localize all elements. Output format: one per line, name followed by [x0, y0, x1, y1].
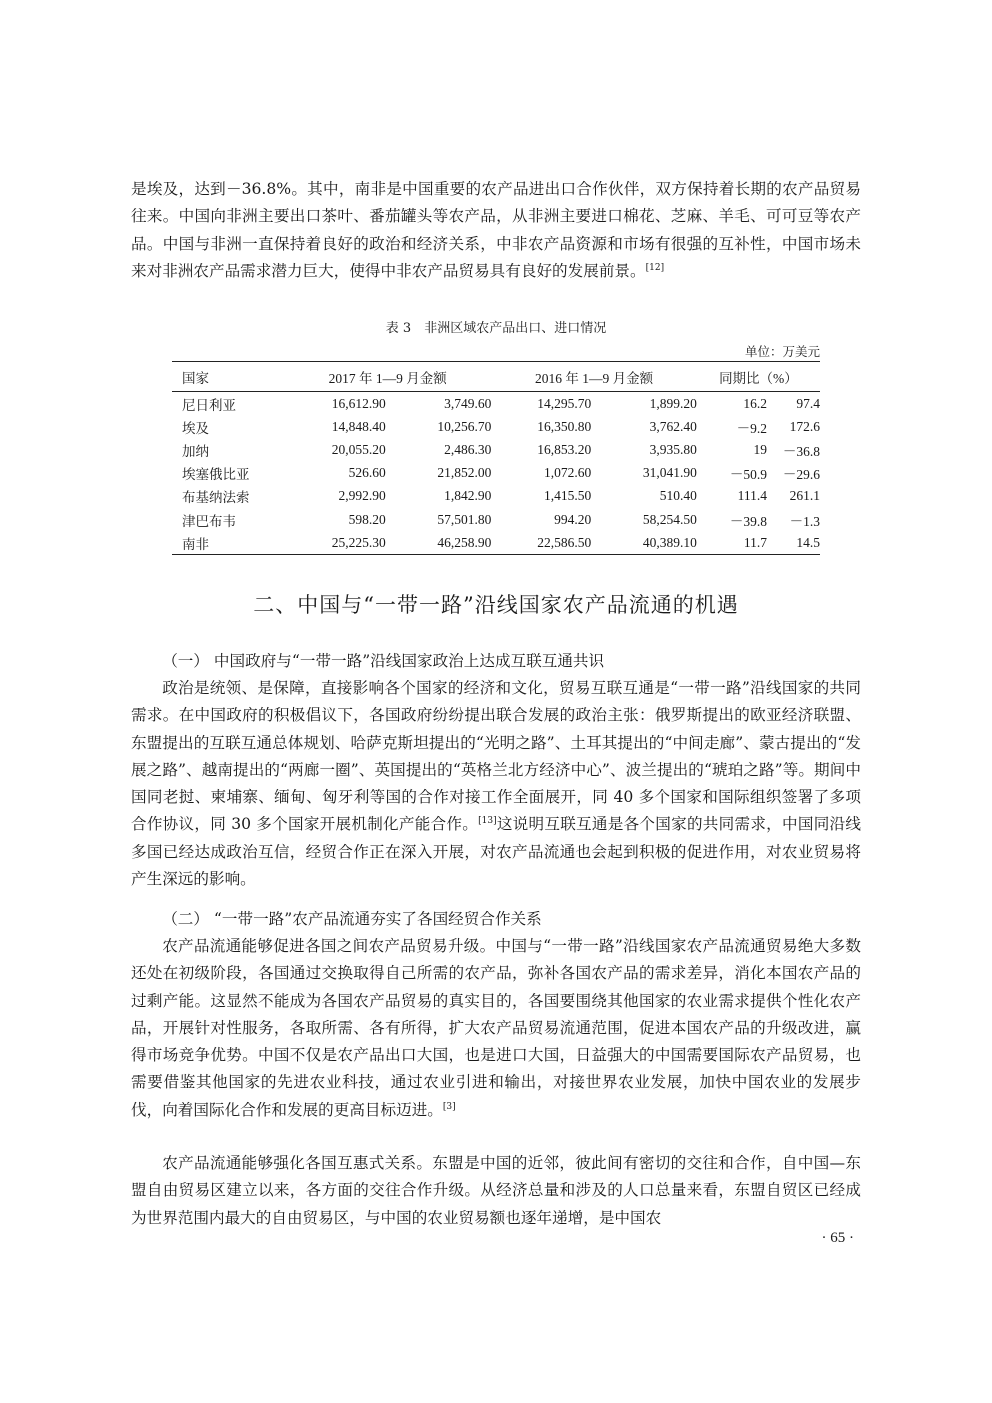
cell-country: 南非: [172, 531, 284, 555]
table-row: [172, 531, 820, 555]
header-yoy: 同期比（%）: [697, 362, 820, 392]
subsection-1-text-a: 政治是统领、是保障，直接影响各个国家的经济和文化，贸易互联互通是“一带一路”沿线国家的共同需求。在中国政府的积极倡议下，各国政府纷纷提出联合发展的政治主张：俄罗斯提出的欧亚经济联盟、东盟提出的互联互通总体规划、哈萨克斯坦提出的“光明之路”、土耳其提出的“中间走廊”、蒙古提出的“发展之路”、越南提出的“两廊一圈”、英国提出的“英格兰北方经济中心”、波兰提出的“琥珀之路”等。期间中国同老挝、柬埔寨、缅甸、匈牙利等国的合作对接工作全面展开，同 40 多个国家和国际组织签署了多项合作协议，同 30 多个国家开展机制化产能合作。: [131, 679, 861, 834]
cell-yoy-import: 97.4: [796, 395, 820, 411]
cell-2017-export: 14,848.40: [331, 418, 386, 434]
cell-yoy-import: 172.6: [789, 418, 820, 434]
cell-2016-export: 16,853.20: [537, 441, 592, 457]
cell-2017-import: 2,486.30: [444, 441, 492, 457]
cell-country: 加纳: [182, 443, 209, 459]
table-row: [172, 415, 820, 438]
cell-yoy-import: －36.8: [782, 443, 820, 459]
cell-country: 埃塞俄比亚: [182, 467, 250, 483]
trade-table: [172, 361, 820, 555]
cell-yoy-export: －50.9: [729, 467, 767, 483]
cell-yoy-export: 19: [753, 441, 767, 457]
header-2017: 2017 年 1—9 月金额: [284, 362, 491, 392]
table-row: [172, 485, 820, 508]
subsection-2-paragraph-b: 农产品流通能够强化各国互惠式关系。东盟是中国的近邻，彼此间有密切的交往和合作，自中国—东盟自由贸易区建立以来，各方面的交往合作升级。从经济总量和涉及的人口总量来看，东盟自贸区已经成为世界范围内最大的自由贸易区，与中国的农业贸易额也逐年递增，是中国农: [131, 1154, 861, 1227]
citation-ref: [12]: [645, 262, 665, 273]
table-row: [172, 462, 820, 485]
table-unit: 单位：万美元: [744, 344, 820, 359]
cell-country: 津巴布韦: [182, 513, 236, 529]
intro-paragraph-text: 是埃及，达到－36.8%。其中，南非是中国重要的农产品进出口合作伙伴，双方保持着长期的农产品贸易往来。中国向非洲主要出口茶叶、番茄罐头等农产品，从非洲主要进口棉花、芝麻、羊毛、可可豆等农产品。中国与非洲一直保持着良好的政治和经济关系，中非农产品资源和市场有很强的互补性，中国市场未来对非洲农产品需求潜力巨大，使得中非农产品贸易具有良好的发展前景。: [131, 180, 861, 280]
cell-2017-import: 1,842.90: [444, 488, 492, 504]
cell-2017-import: 21,852.00: [437, 465, 492, 481]
cell-2016-export: 1,415.50: [544, 488, 592, 504]
subsection-2-text-a: 农产品流通能够促进各国之间农产品贸易升级。中国与“一带一路”沿线国家农产品流通贸易绝大多数还处在初级阶段，各国通过交换取得自己所需的农产品，弥补各国农产品的需求差异，消化本国农产品的过剩产能。这显然不能成为各国农产品贸易的真实目的，各国要围绕其他国家的农业需求提供个性化农产品，开展针对性服务，各取所需、各有所得，扩大农产品贸易流通范围，促进本国农产品的升级改进，赢得市场竞争优势。中国不仅是农产品出口大国，也是进口大国，日益强大的中国需要国际农产品贸易，也需要借鉴其他国家的先进农业科技，通过农业引进和输出，对接世界农业发展，加快中国农业的发展步伐，向着国际化合作和发展的更高目标迈进。: [131, 937, 861, 1119]
table-caption: 表 3 非洲区域农产品出口、进口情况: [385, 321, 607, 336]
cell-2017-import: 10,256.70: [437, 418, 492, 434]
cell-2016-export: 22,586.50: [491, 531, 591, 555]
cell-country: 埃及: [182, 420, 209, 436]
table-row: [172, 438, 820, 461]
cell-2016-export: 994.20: [554, 511, 592, 527]
cell-yoy-export: 111.4: [737, 488, 767, 504]
cell-2017-import: 46,258.90: [386, 531, 492, 555]
subsection-heading-1: （一） 中国政府与“一带一路”沿线国家政治上达成互联互通共识: [162, 652, 605, 670]
cell-2017-export: 598.20: [348, 511, 386, 527]
cell-2017-export: 526.60: [348, 465, 386, 481]
table-row: [172, 392, 820, 416]
section-title: 二、中国与“一带一路”沿线国家农产品流通的机遇: [253, 593, 739, 617]
cell-2016-import: 3,762.40: [649, 418, 697, 434]
cell-yoy-import: 261.1: [789, 488, 820, 504]
cell-yoy-import: 14.5: [767, 531, 820, 555]
page-number: · 65 ·: [821, 1230, 854, 1246]
cell-yoy-import: －1.3: [789, 513, 820, 529]
subsection-2-paragraph-a: [131, 933, 861, 1124]
cell-yoy-export: －9.2: [736, 420, 767, 436]
cell-country: 布基纳法索: [182, 490, 250, 506]
cell-2017-export: 2,992.90: [338, 488, 386, 504]
cell-2016-export: 16,350.80: [537, 418, 592, 434]
cell-2016-import: 58,254.50: [642, 511, 697, 527]
header-country: 国家: [172, 362, 284, 392]
cell-2016-import: 31,041.90: [642, 465, 697, 481]
citation-ref: [3]: [442, 1101, 456, 1112]
cell-yoy-export: －39.8: [729, 513, 767, 529]
table-header-row: [172, 362, 820, 392]
cell-2016-export: 1,072.60: [544, 465, 592, 481]
cell-2017-import: 57,501.80: [437, 511, 492, 527]
cell-2016-import: 510.40: [659, 488, 697, 504]
citation-ref: [13]: [478, 816, 497, 827]
cell-2016-import: 1,899.20: [649, 395, 697, 411]
header-2016: 2016 年 1—9 月金额: [491, 362, 697, 392]
cell-country: 尼日利亚: [182, 397, 236, 413]
cell-2016-import: 40,389.10: [591, 531, 697, 555]
subsection-1-paragraph: [131, 675, 861, 893]
cell-2016-import: 3,935.80: [649, 441, 697, 457]
cell-2017-export: 20,055.20: [331, 441, 386, 457]
cell-2017-export: 16,612.90: [331, 395, 386, 411]
subsection-1-text-b: 这说明互联互通是各个国家的共同需求，中国同沿线多国已经达成政治互信，经贸合作正在深入开展，对农产品流通也会起到积极的促进作用，对农业贸易将产生深远的影响。: [131, 815, 861, 889]
cell-2016-export: 14,295.70: [537, 395, 592, 411]
cell-2017-export: 25,225.30: [284, 531, 386, 555]
cell-yoy-import: －29.6: [782, 467, 820, 483]
cell-yoy-export: 16.2: [743, 395, 767, 411]
table-row: [172, 508, 820, 531]
cell-2017-import: 3,749.60: [444, 395, 492, 411]
cell-yoy-export: 11.7: [697, 531, 767, 555]
subsection-heading-2: （二） “一带一路”农产品流通夯实了各国经贸合作关系: [162, 910, 542, 928]
table-body: [172, 392, 820, 555]
intro-paragraph: [131, 176, 861, 285]
